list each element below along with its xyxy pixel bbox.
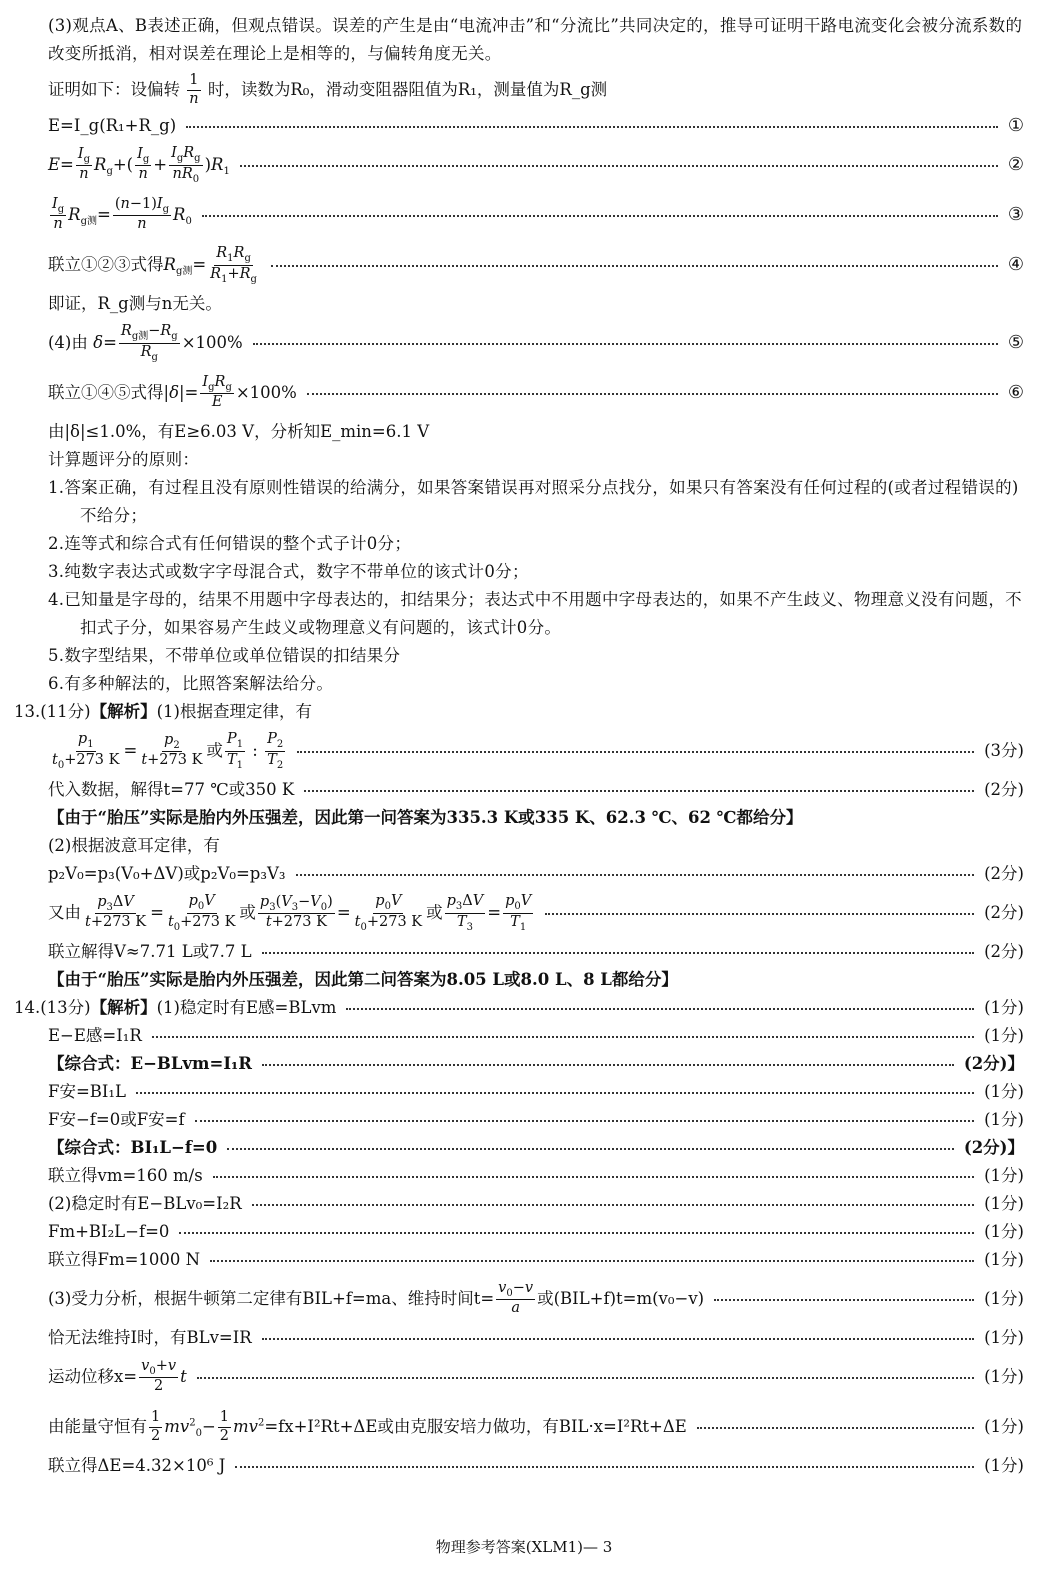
leader-dots [186, 125, 998, 128]
equation-4-number: ④ [1007, 254, 1024, 276]
equation-4 [48, 240, 1024, 290]
q13-step1-score: (3分) [984, 741, 1024, 761]
leader-dots [307, 392, 998, 395]
q14-line4: F安−f=0或F安=f (1分) [48, 1110, 1024, 1130]
leader-dots [197, 1376, 974, 1379]
q14-line10: (3)受力分析，根据牛顿第二定律有BIL+f=ma、维持时间t= $\frac{v_0-v}{a}$ 或(BIL+f)t=m(v₀−v) (1分) [48, 1279, 1024, 1317]
q13-step1-expr: $\frac{p_1}{t_0+273 K}$ = $\frac{p_2}{t+273 K}$ 或 $\frac{P_1}{T_1}$ : $\frac{P_2}{T_2}$ [52, 730, 284, 771]
leader-dots [262, 1063, 954, 1066]
q14-line7: (2)稳定时有E−BLv₀=I₂R (1分) [48, 1194, 1024, 1214]
q13-tag: 【解析】 [90, 702, 157, 722]
grading-rule: 3.纯数字表达式或数字字母混合式，数字不带单位的该式计0分； [48, 562, 529, 581]
q13-header [14, 698, 1024, 726]
one-over-n-fraction: $\frac{1}{n}$ [189, 71, 199, 107]
part3-paragraph: (3)观点A、B表述正确，但观点错误。误差的产生是由“电流冲击”和“分流比”共同决定的，推导可证明干路电流变化会被分流系数的改变所抵消，相对误差在理论上是相等的，与偏转角度无关。 [48, 16, 1023, 63]
grading-rule: 4.已知量是字母的，结果不用题中字母表达的，扣结果分；表达式中不用题中字母表达的，如果不产生歧义、物理意义没有问题，不扣式子分，如果容易产生歧义或物理意义有问题的，该式计0分。 [48, 590, 1022, 637]
part4-conclusion: 由|δ|≤1.0%，有E≥6.03 V，分析知E_min=6.1 V [48, 422, 430, 442]
leader-dots [262, 951, 975, 954]
q14-header-text: (1)稳定时有E感=BLvm [156, 998, 337, 1018]
equation-1-number: ① [1007, 115, 1024, 137]
leader-dots [271, 264, 998, 267]
equation-1 [48, 112, 1024, 140]
q14-line14: 联立得ΔE=4.32×10⁶ J (1分) [48, 1456, 1024, 1476]
leader-dots [297, 750, 974, 753]
proof-suffix: 时，读数为R₀，滑动变阻器阻值为R₁，测量值为R_g测 [207, 79, 608, 99]
q13-step3: p₂V₀=p₃(V₀+ΔV)或p₂V₀=p₃V₃ (2分) [48, 864, 1024, 884]
q14-header [14, 994, 1024, 1022]
q14-line1: E−E感=I₁R (1分) [48, 1026, 1024, 1046]
grading-rule: 6.有多种解法的，比照答案解法给分。 [48, 674, 334, 693]
leader-dots [252, 1203, 974, 1206]
leader-dots [545, 912, 974, 915]
q14-line9: 联立得Fm=1000 N (1分) [48, 1250, 1024, 1270]
leader-dots [202, 214, 998, 217]
leader-dots [213, 1175, 974, 1178]
q13-step4-expr: 又由 $\frac{p_3\Delta V}{t+273 K}$ = $\frac{p_0V}{t_0+273 K}$ 或 $\frac{p_3(V_3-V_0)}{t+273 K}$ = $\frac{p_0V}{t_0+273 K}$ 或 $\frac{p_3\Delta V}{T_3}$ = $\frac{p_0V}{T_1}$ [48, 892, 532, 933]
leader-dots [304, 789, 974, 792]
grading-rule: 5.数字型结果，不带单位或单位错误的扣结果分 [48, 646, 401, 665]
grading-title: 计算题评分的原则： [48, 450, 200, 469]
grading-rule: 2.连等式和综合式有任何错误的整个式子计0分； [48, 534, 412, 553]
equation-6-expr: 联立①④⑤式得|δ|= $\frac{I_gR_g}{E}$ ×100% [48, 373, 297, 411]
leader-dots [235, 1465, 974, 1468]
q14-line8: Fm+BI₂L−f=0 (1分) [48, 1222, 1024, 1242]
equation-2-number: ② [1007, 154, 1024, 176]
q13-step3-score: (2分) [984, 864, 1024, 884]
proof-intro [48, 68, 1024, 112]
q13-step2: 代入数据，解得t=77 ℃或350 K (2分) [48, 780, 1024, 800]
q13-note1: 【由于“胎压”实际是胎内外压强差，因此第一问答案为335.3 K或335 K、62.3 ℃、62 ℃都给分】 [48, 808, 803, 828]
leader-dots [253, 342, 998, 345]
leader-dots [195, 1119, 975, 1122]
q14-points: (13分) [40, 998, 91, 1018]
q13-step5-score: (2分) [984, 942, 1024, 962]
leader-dots [697, 1426, 974, 1429]
leader-dots [714, 1298, 974, 1301]
q13-step4-score: (2分) [984, 903, 1024, 923]
equation-3 [48, 190, 1024, 240]
equation-6 [48, 368, 1024, 418]
q14-tag: 【解析】 [90, 998, 157, 1018]
leader-dots [227, 1147, 954, 1150]
q13-part2: (2)根据波意耳定律，有 [48, 836, 220, 856]
equation-5-expr: (4)由 δ= $\frac{R_{g测}-R_g}{R_g}$ ×100% [48, 322, 243, 363]
q14-number: 14. [14, 998, 41, 1018]
equation-6-number: ⑥ [1007, 382, 1024, 404]
grading-rule: 1.答案正确，有过程且没有原则性错误的给满分，如果答案错误再对照采分点找分，如果只有答案没有任何过程的(或者过程错误的)不给分； [48, 478, 1019, 525]
q14-line6: 联立得vm=160 m/s (1分) [48, 1166, 1024, 1186]
q14-line2: 【综合式：E−BLvm=I₁R (2分)】 [48, 1054, 1024, 1074]
q13-number: 13. [14, 702, 41, 722]
q14-line13: 由能量守恒有 $\frac{1}{2}$ $mv^2_0-$ $\frac{1}{2}$ $mv^2=fx+I^2Rt+\Delta E$或由克服安培力做功，有BIL·x=I²Rt+ΔE (1分) [48, 1408, 1024, 1444]
leader-dots [296, 873, 975, 876]
q14-line12: 运动位移x= $\frac{v_0+v}{2}$ t (1分) [48, 1357, 1024, 1395]
equation-5-number: ⑤ [1007, 332, 1024, 354]
equation-5 [48, 318, 1024, 368]
leader-dots [136, 1091, 974, 1094]
q13-step5: 联立解得V≈7.71 L或7.7 L (2分) [48, 942, 1024, 962]
q14-header-score: (1分) [984, 998, 1024, 1018]
q14-line3: F安=BI₁L (1分) [48, 1082, 1024, 1102]
leader-dots [210, 1259, 974, 1262]
leader-dots [240, 164, 998, 167]
q13-note2: 【由于“胎压”实际是胎内外压强差，因此第二问答案为8.05 L或8.0 L、8 L都给分】 [48, 970, 678, 990]
q13-header-text: (1)根据查理定律，有 [156, 702, 312, 722]
proof-conclusion: 即证，R_g测与n无关。 [48, 294, 222, 314]
leader-dots [179, 1231, 974, 1234]
q14-line5: 【综合式：BI₁L−f=0 (2分)】 [48, 1138, 1024, 1158]
equation-3-number: ③ [1007, 204, 1024, 226]
q13-step1 [48, 726, 1024, 776]
q13-points: (11分) [40, 702, 91, 722]
equation-1-expr: E=I_g(R₁+R_g) [48, 116, 177, 136]
equation-3-expr: $\frac{I_g}{n}$ $R_{g测}=$ $\frac{(n-1)I_g}{n}$ $R_0$ [52, 195, 192, 233]
leader-dots [262, 1337, 974, 1340]
proof-prefix: 证明如下：设偏转 [48, 79, 180, 99]
q14-line11: 恰无法维持I时，有BLv=IR (1分) [48, 1328, 1024, 1348]
page-footer: 物理参考答案(XLM1)— 3 [435, 1538, 613, 1556]
equation-2-expr: E= $\frac{I_g}{n}$ $R_g+$( $\frac{I_g}{n}$ + $\frac{I_gR_g}{nR_0}$ )$R_1$ [48, 144, 230, 185]
leader-dots [346, 1007, 974, 1010]
leader-dots [152, 1035, 974, 1038]
equation-2 [48, 140, 1024, 190]
q13-step2-score: (2分) [984, 780, 1024, 800]
q13-step4 [48, 888, 1024, 938]
equation-4-expr: 联立①②③式得$R_{g测}=$ $\frac{R_1R_g}{R_1+R_g}$ [48, 244, 257, 285]
